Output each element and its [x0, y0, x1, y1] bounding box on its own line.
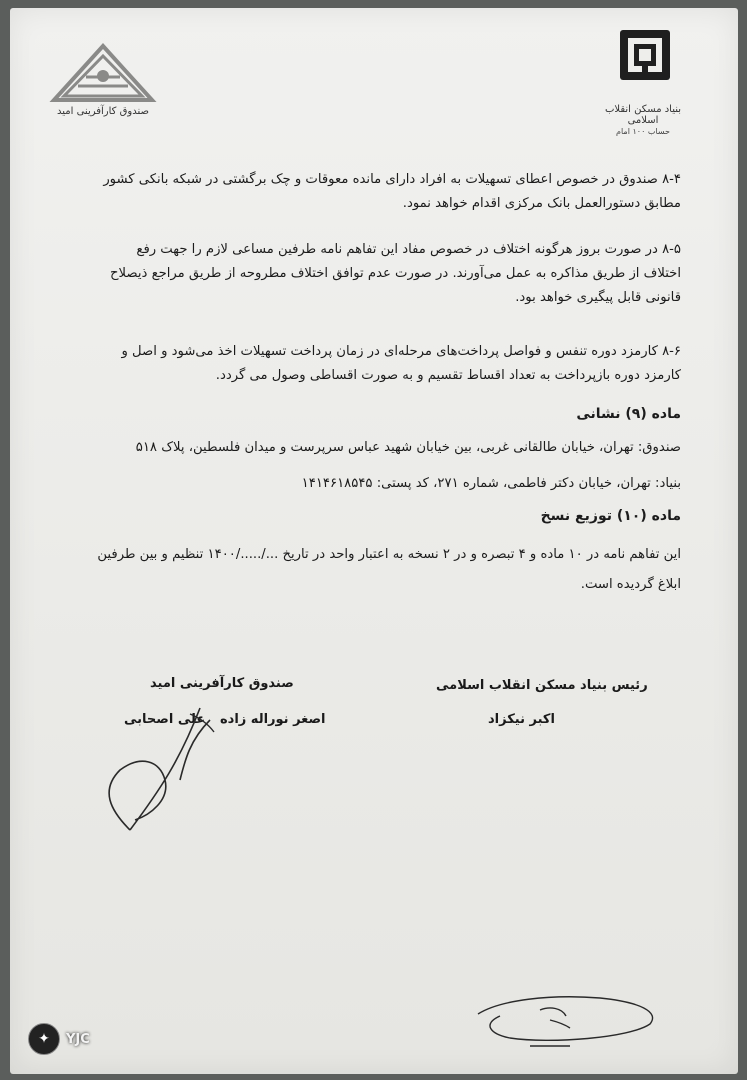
address-fund	[66, 436, 681, 460]
left-handwritten-signature	[90, 700, 250, 850]
clause-8-6	[66, 340, 681, 388]
omid-fund-emblem-icon	[48, 42, 158, 102]
clause-8-5	[66, 238, 681, 310]
signatory-right-org: رئیس بنیاد مسکن انقلاب اسلامی	[436, 678, 648, 693]
clause-8-6-line-2: کارمزد دوره بازپرداخت به تعداد اقساط تقسیم و به صورت اقساطی وصول می گردد.	[215, 368, 681, 383]
distribution-line-1: این تفاهم نامه در ۱۰ ماده و ۴ تبصره و در ۲ نسخه به اعتبار واحد در تاریخ .../...../۱۴۰۰ تنظیم و بین طرفین	[97, 547, 681, 562]
signatory-left-org: صندوق کارآفرینی امید	[150, 676, 294, 691]
clause-8-4-line-2: مطابق دستورالعمل بانک مرکزی اقدام خواهد نمود.	[402, 196, 681, 211]
clause-8-5-line-2: اختلاف از طریق مذاکره به عمل می‌آورند. در صورت عدم توافق اختلاف مطروحه از طریق مراجع ذیصلاح	[110, 266, 681, 281]
address-foundation-text: بنیاد: تهران، خیابان دکتر فاطمی، شماره ۲۷۱، کد پستی: ۱۴۱۴۶۱۸۵۴۵	[301, 476, 681, 491]
bottom-handwritten-initials	[470, 980, 670, 1060]
clause-8-4	[66, 168, 681, 216]
omid-fund-logo	[48, 42, 158, 137]
bonyad-maskan-logo-text: بنیاد مسکن انقلاب اسلامی	[604, 104, 682, 126]
clause-8-5-line-3: قانونی قابل پیگیری خواهد بود.	[515, 290, 681, 305]
yjc-watermark-label: YJC	[66, 1031, 90, 1047]
signatory-left-name-1: اصغر نوراله زاده	[220, 712, 326, 727]
clause-8-4-line-1: ۸-۴ صندوق در خصوص اعطای تسهیلات به افراد دارای مانده معوقات و چک برگشتی در شبکه بانکی کشور	[103, 172, 681, 187]
bonyad-maskan-logo-subtext: حساب ۱۰۰ امام	[616, 127, 670, 136]
address-foundation	[66, 472, 681, 496]
article-9-heading: ماده (۹) نشانی	[576, 406, 681, 422]
yjc-watermark	[28, 1022, 118, 1056]
distribution-clause	[66, 540, 681, 600]
bonyad-maskan-logo	[598, 28, 688, 138]
omid-fund-logo-text: صندوق کارآفرینی امید	[57, 106, 149, 117]
distribution-line-2: ابلاغ گردیده است.	[580, 577, 681, 592]
address-fund-text: صندوق: تهران، خیابان طالقانی غربی، بین خیابان شهید عباس سرپرست و میدان فلسطین، پلاک ۵۱۸	[135, 440, 681, 455]
clause-8-6-line-1: ۸-۶ کارمزد دوره تنفس و فواصل پرداخت‌های مرحله‌ای در زمان پرداخت تسهیلات اخذ می‌شود و اصل و	[121, 344, 681, 359]
clause-8-5-line-1: ۸-۵ در صورت بروز هرگونه اختلاف در خصوص مفاد این تفاهم نامه طرفین مساعی لازم را جهت رفع	[136, 242, 681, 257]
yjc-logo-icon: ✦	[28, 1023, 60, 1055]
signatory-right-name: اکبر نیکزاد	[488, 712, 555, 727]
signatory-left-name-2: علی اصحابی	[124, 712, 206, 727]
article-10-heading: ماده (۱۰) توزیع نسخ	[540, 508, 681, 524]
bonyad-maskan-emblem-icon	[598, 28, 688, 100]
